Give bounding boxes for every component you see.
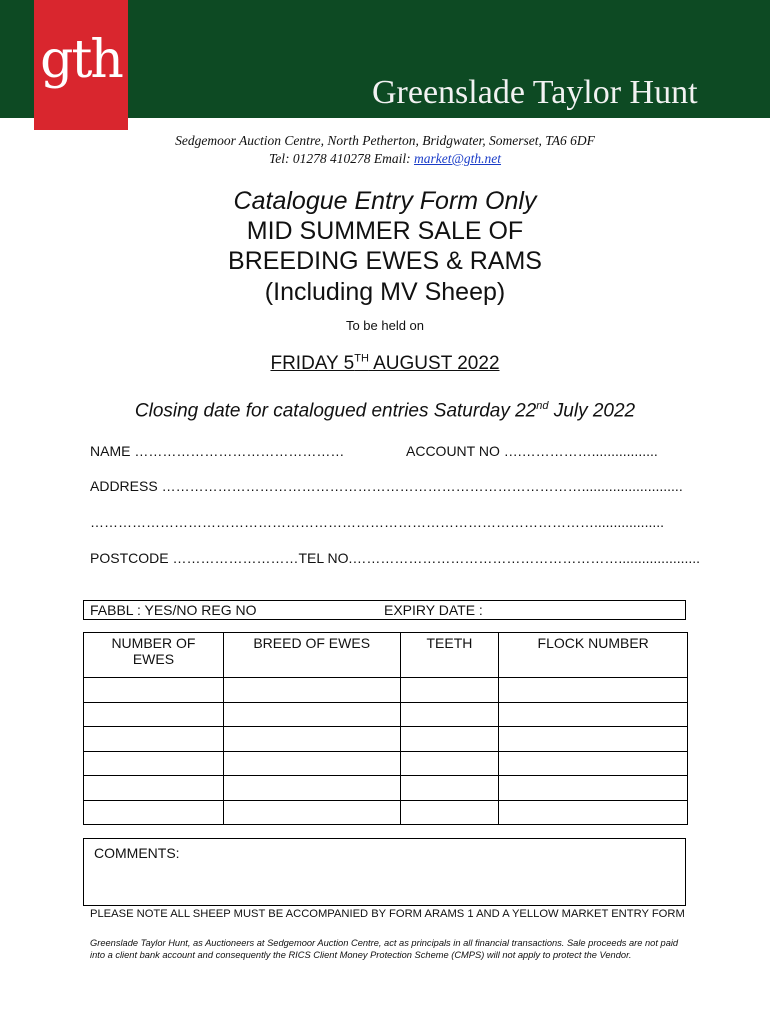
cell-breed[interactable] (223, 751, 400, 776)
header-flock-number: FLOCK NUMBER (499, 633, 688, 678)
cell-teeth[interactable] (400, 678, 499, 703)
table-row[interactable] (84, 776, 688, 801)
cell-flock[interactable] (499, 751, 688, 776)
cell-teeth[interactable] (400, 727, 499, 752)
cell-number[interactable] (84, 727, 224, 752)
header-number-of-ewes: NUMBER OF EWES (84, 633, 224, 678)
cell-flock[interactable] (499, 776, 688, 801)
table-row[interactable] (84, 678, 688, 703)
name-field[interactable]: NAME ……………………………………… (90, 443, 345, 459)
sale-date: FRIDAY 5TH AUGUST 2022 (270, 353, 500, 375)
cell-teeth[interactable] (400, 751, 499, 776)
cell-flock[interactable] (499, 678, 688, 703)
cell-breed[interactable] (223, 776, 400, 801)
cell-number[interactable] (84, 776, 224, 801)
cell-teeth[interactable] (400, 800, 499, 825)
cell-breed[interactable] (223, 678, 400, 703)
header-teeth: TEETH (400, 633, 499, 678)
postcode-tel-field[interactable]: POSTCODE ………………………TEL NO.…………………………………………………..................... (90, 550, 701, 566)
address-line: Sedgemoor Auction Centre, North Petherton, Bridgwater, Somerset, TA6 6DF (175, 133, 595, 148)
sheep-note: PLEASE NOTE ALL SHEEP MUST BE ACCOMPANIED BY FORM ARAMS 1 AND A YELLOW MARKET ENTRY FORM (90, 908, 685, 920)
cell-flock[interactable] (499, 727, 688, 752)
ewes-table (83, 632, 688, 825)
cell-number[interactable] (84, 678, 224, 703)
comments-box[interactable] (83, 838, 686, 906)
cell-flock[interactable] (499, 800, 688, 825)
cell-teeth[interactable] (400, 702, 499, 727)
email-link[interactable]: market@gth.net (413, 151, 502, 166)
cell-teeth[interactable] (400, 776, 499, 801)
cell-number[interactable] (84, 702, 224, 727)
table-row[interactable] (84, 727, 688, 752)
table-row[interactable] (84, 800, 688, 825)
title-line-1: Catalogue Entry Form Only (233, 187, 537, 215)
fabbl-label: FABBL : YES/NO REG NO (90, 602, 257, 618)
gth-logo: gth (34, 0, 128, 130)
table-row[interactable] (84, 702, 688, 727)
held-on-text: To be held on (345, 318, 425, 333)
comments-label: COMMENTS: (94, 845, 180, 861)
closing-date: Closing date for catalogued entries Saturday 22nd July 2022 (134, 400, 636, 422)
fabbl-row[interactable] (83, 600, 686, 620)
title-line-4: (Including MV Sheep) (264, 278, 506, 306)
cell-number[interactable] (84, 751, 224, 776)
contact-line (0, 151, 770, 167)
address-field-line2[interactable]: ……………………………………………………………………………………………….................. (90, 514, 665, 530)
cell-number[interactable] (84, 800, 224, 825)
address-field[interactable]: ADDRESS ……………………………………………………………………………….......................... (90, 478, 683, 494)
cell-breed[interactable] (223, 800, 400, 825)
brand-name: Greenslade Taylor Hunt (372, 74, 698, 111)
header-banner (0, 0, 770, 118)
title-line-2: MID SUMMER SALE OF (246, 217, 524, 245)
cell-breed[interactable] (223, 702, 400, 727)
cell-flock[interactable] (499, 702, 688, 727)
title-line-3: BREEDING EWES & RAMS (228, 247, 542, 275)
header-breed-of-ewes: BREED OF EWES (223, 633, 400, 678)
account-no-field[interactable]: ACCOUNT NO ….……………................. (406, 443, 658, 459)
tel-text: Tel: 01278 410278 Email: (268, 151, 414, 166)
cmps-disclaimer: Greenslade Taylor Hunt, as Auctioneers at Sedgemoor Auction Centre, act as principals in all financial transactions. Sale proceeds are not paid into a client bank account and consequently the RICS Client Money Protection Scheme (CMPS) will not apply to protect the Vendor. (90, 938, 679, 960)
table-header-row (84, 633, 688, 678)
cell-breed[interactable] (223, 727, 400, 752)
table-row[interactable] (84, 751, 688, 776)
expiry-label: EXPIRY DATE : (384, 602, 483, 618)
